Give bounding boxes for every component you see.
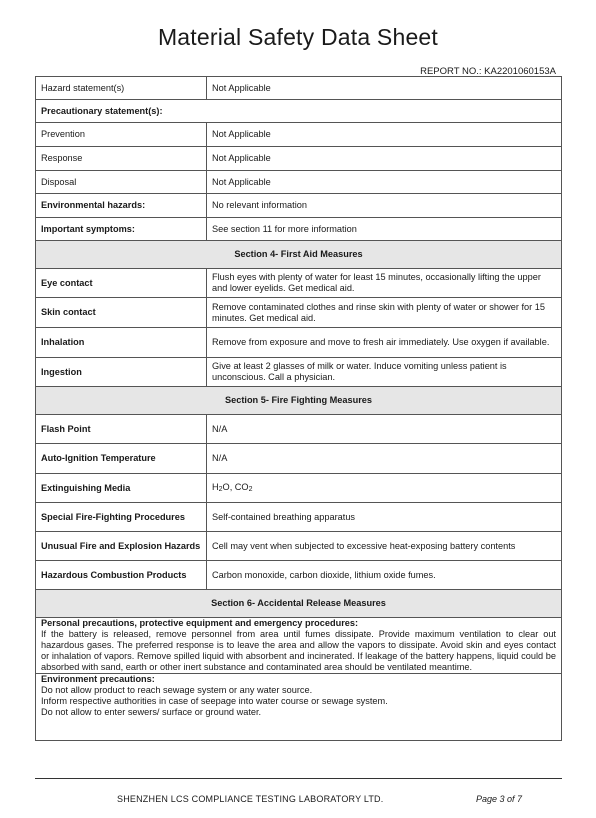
- value-cell: Flush eyes with plenty of water for least 15 minutes, occasionally lifting the upper and lower eyelids. Get medical aid.: [207, 269, 562, 298]
- row-disposal: [36, 171, 562, 194]
- msds-table: [35, 76, 562, 741]
- value-cell: N/A: [207, 415, 562, 444]
- value-cell: Not Applicable: [207, 171, 562, 194]
- value-cell: No relevant information: [207, 194, 562, 218]
- value-cell: Not Applicable: [207, 147, 562, 171]
- section5-header: [36, 387, 562, 415]
- label-cell: Eye contact: [36, 269, 207, 298]
- row-prevention: [36, 123, 562, 147]
- value-cell: N/A: [207, 444, 562, 474]
- label-cell: Special Fire-Fighting Procedures: [36, 503, 207, 532]
- env-line-1: Do not allow product to reach sewage system or any water source.: [41, 685, 313, 695]
- value-cell: Not Applicable: [207, 77, 562, 100]
- report-number: REPORT NO.: KA2201060153A: [420, 66, 556, 77]
- row-precautionary: [36, 100, 562, 123]
- row-response: [36, 147, 562, 171]
- personal-text: If the battery is released, remove personnel from area until fumes dissipate. Provide maximum ventilation to clear out hazardous gases. The preferred response is to leave the area and allow the vapors to dissipate. Avoid skin and eyes contact or inhalation of vapors. Remove spilled liquid with absorbent and incinerated. If leakage of the battery happens, liquid could be absorbed with sand, earth or other inert substance and contaminated area should be ventilated meantime.: [41, 629, 556, 672]
- env-heading: Environment precautions:: [41, 674, 155, 684]
- section-title: Section 6- Accidental Release Measures: [36, 590, 562, 618]
- label-cell: Response: [36, 147, 207, 171]
- label-cell: Skin contact: [36, 298, 207, 328]
- footer-page-number: Page 3 of 7: [476, 794, 523, 804]
- value-cell: See section 11 for more information: [207, 218, 562, 241]
- label-cell: Important symptoms:: [36, 218, 207, 241]
- value-cell: [207, 474, 562, 503]
- row-auto-ignition: [36, 444, 562, 474]
- row-eye-contact: [36, 269, 562, 298]
- label-cell: Hazard statement(s): [36, 77, 207, 100]
- env-line-2: Inform respective authorities in case of seepage into water course or sewage system.: [41, 696, 388, 706]
- value-cell: Not Applicable: [207, 123, 562, 147]
- h2o-h: H: [212, 481, 219, 492]
- row-hazard-statement: [36, 77, 562, 100]
- label-cell: Prevention: [36, 123, 207, 147]
- row-skin-contact: [36, 298, 562, 328]
- personal-heading: Personal precautions, protective equipment and emergency procedures:: [41, 618, 359, 628]
- label-cell: Hazardous Combustion Products: [36, 561, 207, 590]
- label-cell: Flash Point: [36, 415, 207, 444]
- section-title: Section 5- Fire Fighting Measures: [36, 387, 562, 415]
- row-personal-precautions: [36, 618, 562, 674]
- label-cell: Unusual Fire and Explosion Hazards: [36, 532, 207, 561]
- row-inhalation: [36, 328, 562, 358]
- value-cell: Cell may vent when subjected to excessive heat-exposing battery contents: [207, 532, 562, 561]
- row-combustion-products: [36, 561, 562, 590]
- value-cell: Remove from exposure and move to fresh air immediately. Use oxygen if available.: [207, 328, 562, 358]
- section6-header: [36, 590, 562, 618]
- value-cell: Give at least 2 glasses of milk or water. Induce vomiting unless patient is unconscious. Call a physician.: [207, 358, 562, 387]
- label-cell: Inhalation: [36, 328, 207, 358]
- row-ingestion: [36, 358, 562, 387]
- row-symptoms: [36, 218, 562, 241]
- label-cell: Extinguishing Media: [36, 474, 207, 503]
- section-title: Section 4- First Aid Measures: [36, 241, 562, 269]
- document-title: Material Safety Data Sheet: [157, 24, 439, 50]
- row-environment-precautions: [36, 674, 562, 741]
- value-cell: Carbon monoxide, carbon dioxide, lithium oxide fumes.: [207, 561, 562, 590]
- env-line-3: Do not allow to enter sewers/ surface or ground water.: [41, 707, 262, 717]
- footer-lab-name: SHENZHEN LCS COMPLIANCE TESTING LABORATORY LTD.: [117, 794, 384, 804]
- label-cell: Auto-Ignition Temperature: [36, 444, 207, 474]
- precautionary-heading: Precautionary statement(s):: [36, 100, 562, 123]
- row-flash-point: [36, 415, 562, 444]
- label-cell: Disposal: [36, 171, 207, 194]
- row-unusual-hazards: [36, 532, 562, 561]
- h2o-o: O, CO: [222, 481, 249, 492]
- section4-header: [36, 241, 562, 269]
- label-cell: Environmental hazards:: [36, 194, 207, 218]
- row-environmental: [36, 194, 562, 218]
- row-extinguishing-media: [36, 474, 562, 503]
- h2o-subscript: 2: [218, 485, 223, 493]
- row-special-procedures: [36, 503, 562, 532]
- co2-subscript: 2: [248, 485, 253, 493]
- footer-divider: [35, 778, 562, 779]
- value-cell: Self-contained breathing apparatus: [207, 503, 562, 532]
- value-cell: Remove contaminated clothes and rinse skin with plenty of water or shower for 15 minutes. Get medical aid.: [207, 298, 562, 328]
- label-cell: Ingestion: [36, 358, 207, 387]
